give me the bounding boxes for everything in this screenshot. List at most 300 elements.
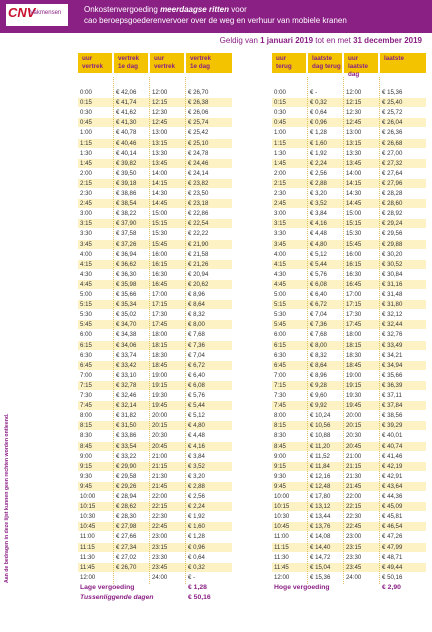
column-header-line: uur [82, 55, 93, 62]
amount-cell: € 1,92 [310, 149, 327, 157]
time-cell: 16:15 [346, 260, 362, 268]
column-divider [379, 77, 380, 584]
amount-cell: € 3,20 [188, 472, 205, 480]
column-header-line: 1e dag [190, 63, 210, 70]
time-cell: 14:30 [346, 190, 362, 197]
column-header-line: uur [154, 55, 165, 62]
time-cell: 19:00 [346, 371, 362, 379]
time-cell: 12:15 [152, 99, 168, 107]
amount-cell: € 33,22 [116, 452, 137, 460]
time-cell: 11:00 [80, 533, 95, 541]
time-cell: 2:30 [80, 190, 92, 197]
time-cell: 4:30 [274, 270, 286, 278]
time-cell: 13:30 [346, 149, 362, 157]
amount-cell: € 48,71 [382, 553, 403, 561]
time-cell: 16:15 [152, 260, 168, 268]
time-cell: 16:00 [152, 250, 168, 258]
amount-cell: € 5,12 [188, 412, 205, 420]
amount-cell: € 28,30 [116, 513, 137, 521]
time-cell: 7:45 [80, 402, 92, 410]
amount-cell: € 21,26 [188, 260, 209, 268]
time-cell: 7:15 [274, 381, 286, 389]
amount-cell: € 1,60 [310, 139, 327, 147]
time-cell: 16:30 [346, 270, 362, 278]
time-cell: 5:30 [274, 311, 286, 319]
time-cell: 20:15 [152, 422, 168, 430]
time-cell: 6:30 [274, 351, 286, 359]
time-cell: 9:00 [274, 452, 286, 460]
amount-cell: € 2,56 [310, 169, 327, 177]
time-cell: 19:15 [346, 381, 362, 389]
amount-cell: € 20,94 [188, 270, 209, 278]
amount-cell: € 36,30 [116, 270, 137, 278]
time-cell: 8:15 [80, 422, 92, 430]
amount-cell: € - [310, 89, 318, 96]
time-cell: 2:15 [80, 179, 92, 187]
time-cell: 14:15 [346, 179, 362, 187]
amount-cell: € 44,36 [382, 493, 403, 500]
amount-cell: € 41,46 [382, 452, 403, 460]
amount-cell: € 25,72 [382, 109, 403, 117]
time-cell: 15:45 [346, 240, 362, 248]
amount-cell: € 8,64 [188, 301, 205, 309]
amount-cell: € 17,80 [310, 493, 331, 500]
amount-cell: € 42,19 [382, 462, 403, 470]
column-header-line: uur [276, 55, 287, 62]
time-cell: 22:00 [346, 493, 362, 500]
column-header-line: dag terug [312, 63, 341, 70]
time-cell: 7:15 [80, 381, 92, 389]
time-cell: 0:45 [274, 119, 286, 127]
time-cell: 8:00 [274, 412, 286, 420]
amount-cell: € 4,80 [310, 240, 327, 248]
amount-cell: € 40,14 [116, 149, 137, 157]
time-cell: 13:45 [346, 159, 362, 167]
time-cell: 22:15 [152, 503, 168, 511]
amount-cell: € 47,99 [382, 543, 403, 551]
time-cell: 14:45 [152, 200, 168, 208]
column-header-line: vertrek [190, 55, 212, 62]
time-cell: 0:30 [274, 109, 286, 117]
time-cell: 20:15 [346, 422, 362, 430]
amount-cell: € 2,88 [188, 482, 205, 490]
amount-cell: € 9,92 [310, 402, 327, 410]
amount-cell: € 11,52 [310, 452, 330, 460]
time-cell: 8:30 [80, 432, 92, 440]
amount-cell: € 32,78 [116, 381, 137, 389]
time-cell: 12:15 [346, 99, 362, 107]
time-cell: 23:15 [152, 543, 168, 551]
amount-cell: € 36,62 [116, 260, 137, 268]
amount-cell: € 3,52 [310, 200, 327, 208]
time-cell: 3:00 [80, 210, 92, 218]
amount-cell: € 49,44 [382, 563, 403, 571]
time-cell: 22:45 [346, 523, 362, 531]
amount-cell: € 45,09 [382, 503, 403, 511]
amount-cell: € 14,08 [310, 533, 331, 541]
amount-cell: € 2,56 [188, 493, 205, 500]
time-cell: 19:30 [152, 392, 168, 399]
amount-cell: € 1,28 [310, 129, 327, 137]
amount-cell: € 31,16 [382, 280, 403, 288]
time-cell: 1:00 [274, 129, 286, 137]
amount-cell: € 32,14 [116, 402, 137, 410]
amount-cell: € 1,60 [188, 523, 205, 531]
time-cell: 12:45 [152, 119, 168, 127]
amount-cell: € 39,29 [382, 422, 403, 430]
amount-cell: € 30,84 [382, 270, 403, 278]
amount-cell: € 31,82 [116, 412, 137, 420]
amount-cell: € 33,49 [382, 341, 403, 349]
amount-cell: € 23,50 [188, 190, 209, 197]
amount-cell: € 26,70 [116, 563, 137, 571]
time-cell: 8:45 [274, 442, 286, 450]
time-cell: 8:00 [80, 412, 92, 420]
low-allowance-label: Lage vergoeding [80, 584, 135, 591]
time-cell: 12:30 [346, 109, 362, 117]
cnv-logo [6, 4, 68, 26]
between-days-label: Tussenliggende dagen [80, 594, 154, 601]
amount-cell: € 23,18 [188, 200, 209, 208]
time-cell: 22:30 [346, 513, 362, 521]
amount-cell: € 26,04 [382, 119, 403, 127]
amount-cell: € 1,92 [188, 513, 205, 521]
time-cell: 15:30 [346, 230, 362, 238]
title-line-2: cao beroepsgoederenvervoer over de weg en verhuur van mobiele kranen [84, 16, 347, 25]
amount-cell: € 34,70 [116, 321, 137, 329]
amount-cell: € 5,44 [188, 402, 205, 410]
time-cell: 4:00 [274, 250, 286, 258]
column-header [344, 53, 378, 78]
amount-cell: € 2,88 [310, 179, 327, 187]
time-cell: 2:00 [80, 169, 92, 177]
time-cell: 4:45 [274, 280, 286, 288]
time-cell: 5:00 [80, 291, 92, 298]
amount-cell: € 7,04 [310, 311, 327, 319]
time-cell: 14:45 [346, 200, 362, 208]
time-cell: 15:45 [152, 240, 168, 248]
amount-cell: € 32,12 [382, 311, 403, 319]
time-cell: 9:15 [80, 462, 92, 470]
amount-cell: € 15,36 [310, 573, 331, 581]
amount-cell: € 26,06 [188, 109, 209, 117]
time-cell: 20:30 [346, 432, 362, 440]
amount-cell: € 28,28 [382, 190, 403, 197]
time-cell: 20:45 [152, 442, 168, 450]
amount-cell: € 25,42 [188, 129, 209, 137]
amount-cell: € 10,24 [310, 412, 331, 420]
column-header [186, 53, 232, 73]
amount-cell: € 15,36 [382, 89, 403, 96]
time-cell: 16:00 [346, 250, 362, 258]
amount-cell: € 27,98 [116, 523, 137, 531]
time-cell: 10:15 [80, 503, 96, 511]
time-cell: 9:45 [80, 482, 92, 490]
amount-cell: € 7,36 [310, 321, 327, 329]
time-cell: 18:30 [346, 351, 362, 359]
amount-cell: € 7,36 [188, 341, 205, 349]
time-cell: 23:45 [346, 563, 362, 571]
validity-to: 31 december 2019 [353, 36, 422, 45]
time-cell: 14:15 [152, 179, 168, 187]
amount-cell: € 23,82 [188, 179, 209, 187]
time-cell: 18:00 [152, 331, 168, 339]
time-cell: 0:45 [80, 119, 92, 127]
time-cell: 0:15 [274, 99, 286, 107]
amount-cell: € 41,62 [116, 109, 137, 117]
amount-cell: € 7,68 [188, 331, 205, 339]
time-cell: 17:30 [346, 311, 362, 319]
time-cell: 18:45 [346, 361, 362, 369]
amount-cell: € 35,34 [116, 301, 137, 309]
amount-cell: € 2,24 [188, 503, 205, 511]
amount-cell: € 36,39 [382, 381, 403, 389]
time-cell: 3:30 [274, 230, 286, 238]
amount-cell: € 28,62 [116, 503, 137, 511]
amount-cell: € 27,32 [382, 159, 403, 167]
amount-cell: € 28,94 [116, 493, 137, 500]
amount-cell: € 35,02 [116, 311, 137, 319]
time-cell: 18:45 [152, 361, 168, 369]
amount-cell: € 40,01 [382, 432, 403, 440]
time-cell: 22:15 [346, 503, 362, 511]
amount-cell: € 8,96 [310, 371, 327, 379]
amount-cell: € 50,16 [382, 573, 403, 581]
time-cell: 17:30 [152, 311, 168, 319]
time-cell: 7:30 [80, 392, 92, 399]
amount-cell: € 1,28 [188, 533, 205, 541]
amount-cell: € 33,42 [116, 361, 137, 369]
amount-cell: € 0,96 [310, 119, 327, 127]
amount-cell: € 28,92 [382, 210, 403, 218]
time-cell: 2:45 [80, 200, 92, 208]
time-cell: 1:30 [80, 149, 92, 157]
time-cell: 17:15 [152, 301, 168, 309]
amount-cell: € 3,84 [188, 452, 205, 460]
amount-cell: € 41,74 [116, 99, 137, 107]
time-cell: 17:00 [152, 291, 168, 298]
time-cell: 0:00 [80, 89, 92, 96]
column-divider [343, 77, 344, 584]
validity-mid: tot en met [313, 36, 354, 45]
time-cell: 24:00 [152, 573, 168, 581]
amount-cell: € 4,16 [188, 442, 205, 450]
amount-cell: € 0,32 [310, 99, 327, 107]
time-cell: 11:45 [80, 563, 95, 571]
amount-cell: € 6,40 [310, 291, 327, 298]
time-cell: 13:15 [346, 139, 362, 147]
amount-cell: € 29,26 [116, 482, 137, 490]
time-cell: 12:45 [346, 119, 362, 127]
amount-cell: € 34,38 [116, 331, 137, 339]
amount-cell: € 37,90 [116, 220, 137, 228]
time-cell: 12:00 [274, 573, 290, 581]
time-cell: 22:45 [152, 523, 168, 531]
amount-cell: € 46,54 [382, 523, 403, 531]
amount-cell: € 7,68 [310, 331, 327, 339]
time-cell: 15:15 [152, 220, 168, 228]
time-cell: 13:00 [152, 129, 168, 137]
amount-cell: € 24,46 [188, 159, 209, 167]
amount-cell: € 29,24 [382, 220, 403, 228]
time-cell: 6:45 [80, 361, 92, 369]
amount-cell: € 0,32 [188, 563, 205, 571]
amount-cell: € 32,44 [382, 321, 403, 329]
time-cell: 1:15 [80, 139, 92, 147]
time-cell: 8:15 [274, 422, 286, 430]
time-cell: 13:15 [152, 139, 168, 147]
time-cell: 5:30 [80, 311, 92, 319]
amount-cell: € 37,58 [116, 230, 137, 238]
amount-cell: € 24,78 [188, 149, 209, 157]
amount-cell: € 47,26 [382, 533, 403, 541]
amount-cell: € 41,30 [116, 119, 137, 127]
time-cell: 4:00 [80, 250, 92, 258]
time-cell: 23:00 [152, 533, 168, 541]
amount-cell: € 22,86 [188, 210, 209, 218]
amount-cell: € 37,26 [116, 240, 137, 248]
amount-cell: € 6,40 [188, 371, 205, 379]
amount-cell: € 8,32 [310, 351, 327, 359]
time-cell: 21:15 [346, 462, 362, 470]
time-cell: 11:15 [80, 543, 95, 551]
amount-cell: € 14,40 [310, 543, 331, 551]
amount-cell: € 5,76 [188, 392, 205, 399]
time-cell: 3:45 [80, 240, 92, 248]
time-cell: 0:00 [274, 89, 286, 96]
time-cell: 20:45 [346, 442, 362, 450]
amount-cell: € 3,52 [188, 462, 205, 470]
time-cell: 3:15 [80, 220, 92, 228]
time-cell: 2:45 [274, 200, 286, 208]
amount-cell: € 39,50 [116, 169, 137, 177]
amount-cell: € 26,70 [188, 89, 209, 96]
amount-cell: € 3,20 [310, 190, 327, 197]
time-cell: 11:15 [274, 543, 289, 551]
amount-cell: € 40,74 [382, 442, 403, 450]
time-cell: 10:00 [80, 493, 96, 500]
time-cell: 10:45 [80, 523, 96, 531]
time-cell: 22:00 [152, 493, 168, 500]
time-cell: 1:45 [80, 159, 92, 167]
time-cell: 13:45 [152, 159, 168, 167]
amount-cell: € 22,54 [188, 220, 209, 228]
amount-cell: € 10,88 [310, 432, 331, 440]
time-cell: 0:15 [80, 99, 92, 107]
time-cell: 5:45 [274, 321, 286, 329]
column-header-line: uur [348, 55, 359, 62]
amount-cell: € 32,46 [116, 392, 137, 399]
column-header [380, 53, 426, 73]
time-cell: 9:15 [274, 462, 286, 470]
time-cell: 2:15 [274, 179, 286, 187]
amount-cell: € 13,44 [310, 513, 331, 521]
time-cell: 10:45 [274, 523, 290, 531]
column-header [272, 53, 306, 73]
time-cell: 15:30 [152, 230, 168, 238]
time-cell: 19:15 [152, 381, 168, 389]
time-cell: 5:00 [274, 291, 286, 298]
time-cell: 21:30 [152, 472, 168, 480]
amount-cell: € 8,64 [310, 361, 327, 369]
amount-cell: € 13,76 [310, 523, 331, 531]
amount-cell: € 30,52 [382, 260, 403, 268]
validity-prefix: Geldig van [219, 36, 261, 45]
amount-cell: € 29,58 [116, 472, 137, 480]
amount-cell: € 33,86 [116, 432, 137, 440]
amount-cell: € 5,76 [310, 270, 327, 278]
amount-cell: € - [188, 573, 196, 581]
amount-cell: € 38,22 [116, 210, 137, 218]
amount-cell: € 35,66 [116, 291, 137, 298]
time-cell: 12:00 [152, 89, 168, 96]
time-cell: 23:30 [346, 553, 362, 561]
time-cell: 17:15 [346, 301, 362, 309]
amount-cell: € 25,74 [188, 119, 209, 127]
time-cell: 12:00 [80, 573, 96, 581]
amount-cell: € 37,84 [382, 402, 403, 410]
amount-cell: € 21,58 [188, 250, 209, 258]
amount-cell: € 31,48 [382, 291, 403, 298]
time-cell: 1:45 [274, 159, 286, 167]
column-divider [185, 77, 186, 584]
title-prefix: Onkostenvergoeding [84, 5, 161, 14]
amount-cell: € 4,48 [188, 432, 205, 440]
amount-cell: € 27,66 [116, 533, 137, 541]
time-cell: 11:30 [274, 553, 289, 561]
time-cell: 12:00 [346, 89, 362, 96]
amount-cell: € 29,90 [116, 462, 137, 470]
amount-cell: € 25,10 [188, 139, 209, 147]
amount-cell: € 26,38 [188, 99, 209, 107]
amount-cell: € 0,64 [310, 109, 327, 117]
amount-cell: € 40,46 [116, 139, 137, 147]
amount-cell: € 9,28 [310, 381, 327, 389]
time-cell: 21:00 [152, 452, 168, 460]
amount-cell: € 8,32 [188, 311, 205, 319]
time-cell: 14:00 [152, 169, 168, 177]
amount-cell: € 8,00 [310, 341, 327, 349]
logo-word: Vakmensen [30, 10, 62, 16]
time-cell: 10:00 [274, 493, 290, 500]
column-header-line: laatste dag [348, 63, 368, 78]
time-cell: 3:00 [274, 210, 286, 218]
time-cell: 0:30 [80, 109, 92, 117]
amount-cell: € 33,10 [116, 371, 137, 379]
time-cell: 23:45 [152, 563, 168, 571]
time-cell: 2:00 [274, 169, 286, 177]
time-cell: 6:00 [274, 331, 286, 339]
amount-cell: € 36,94 [116, 250, 137, 258]
column-header-line: 1e dag [118, 63, 138, 70]
amount-cell: € 14,72 [310, 553, 331, 561]
amount-cell: € 13,12 [310, 503, 331, 511]
amount-cell: € 33,74 [116, 351, 137, 359]
time-cell: 7:00 [274, 371, 286, 379]
time-cell: 9:30 [274, 472, 286, 480]
time-cell: 5:15 [80, 301, 92, 309]
amount-cell: € 34,21 [382, 351, 403, 359]
amount-cell: € 42,06 [116, 89, 137, 96]
disclaimer-note: Aan de bedragen in deze lijst kunnen geen rechten worden ontleend. [4, 413, 10, 583]
low-allowance-value: € 1,28 [188, 584, 207, 591]
time-cell: 2:30 [274, 190, 286, 197]
amount-cell: € 4,48 [310, 230, 327, 238]
time-cell: 7:30 [274, 392, 286, 399]
amount-cell: € 11,20 [310, 442, 330, 450]
column-divider [113, 77, 114, 584]
amount-cell: € 0,64 [188, 553, 205, 561]
